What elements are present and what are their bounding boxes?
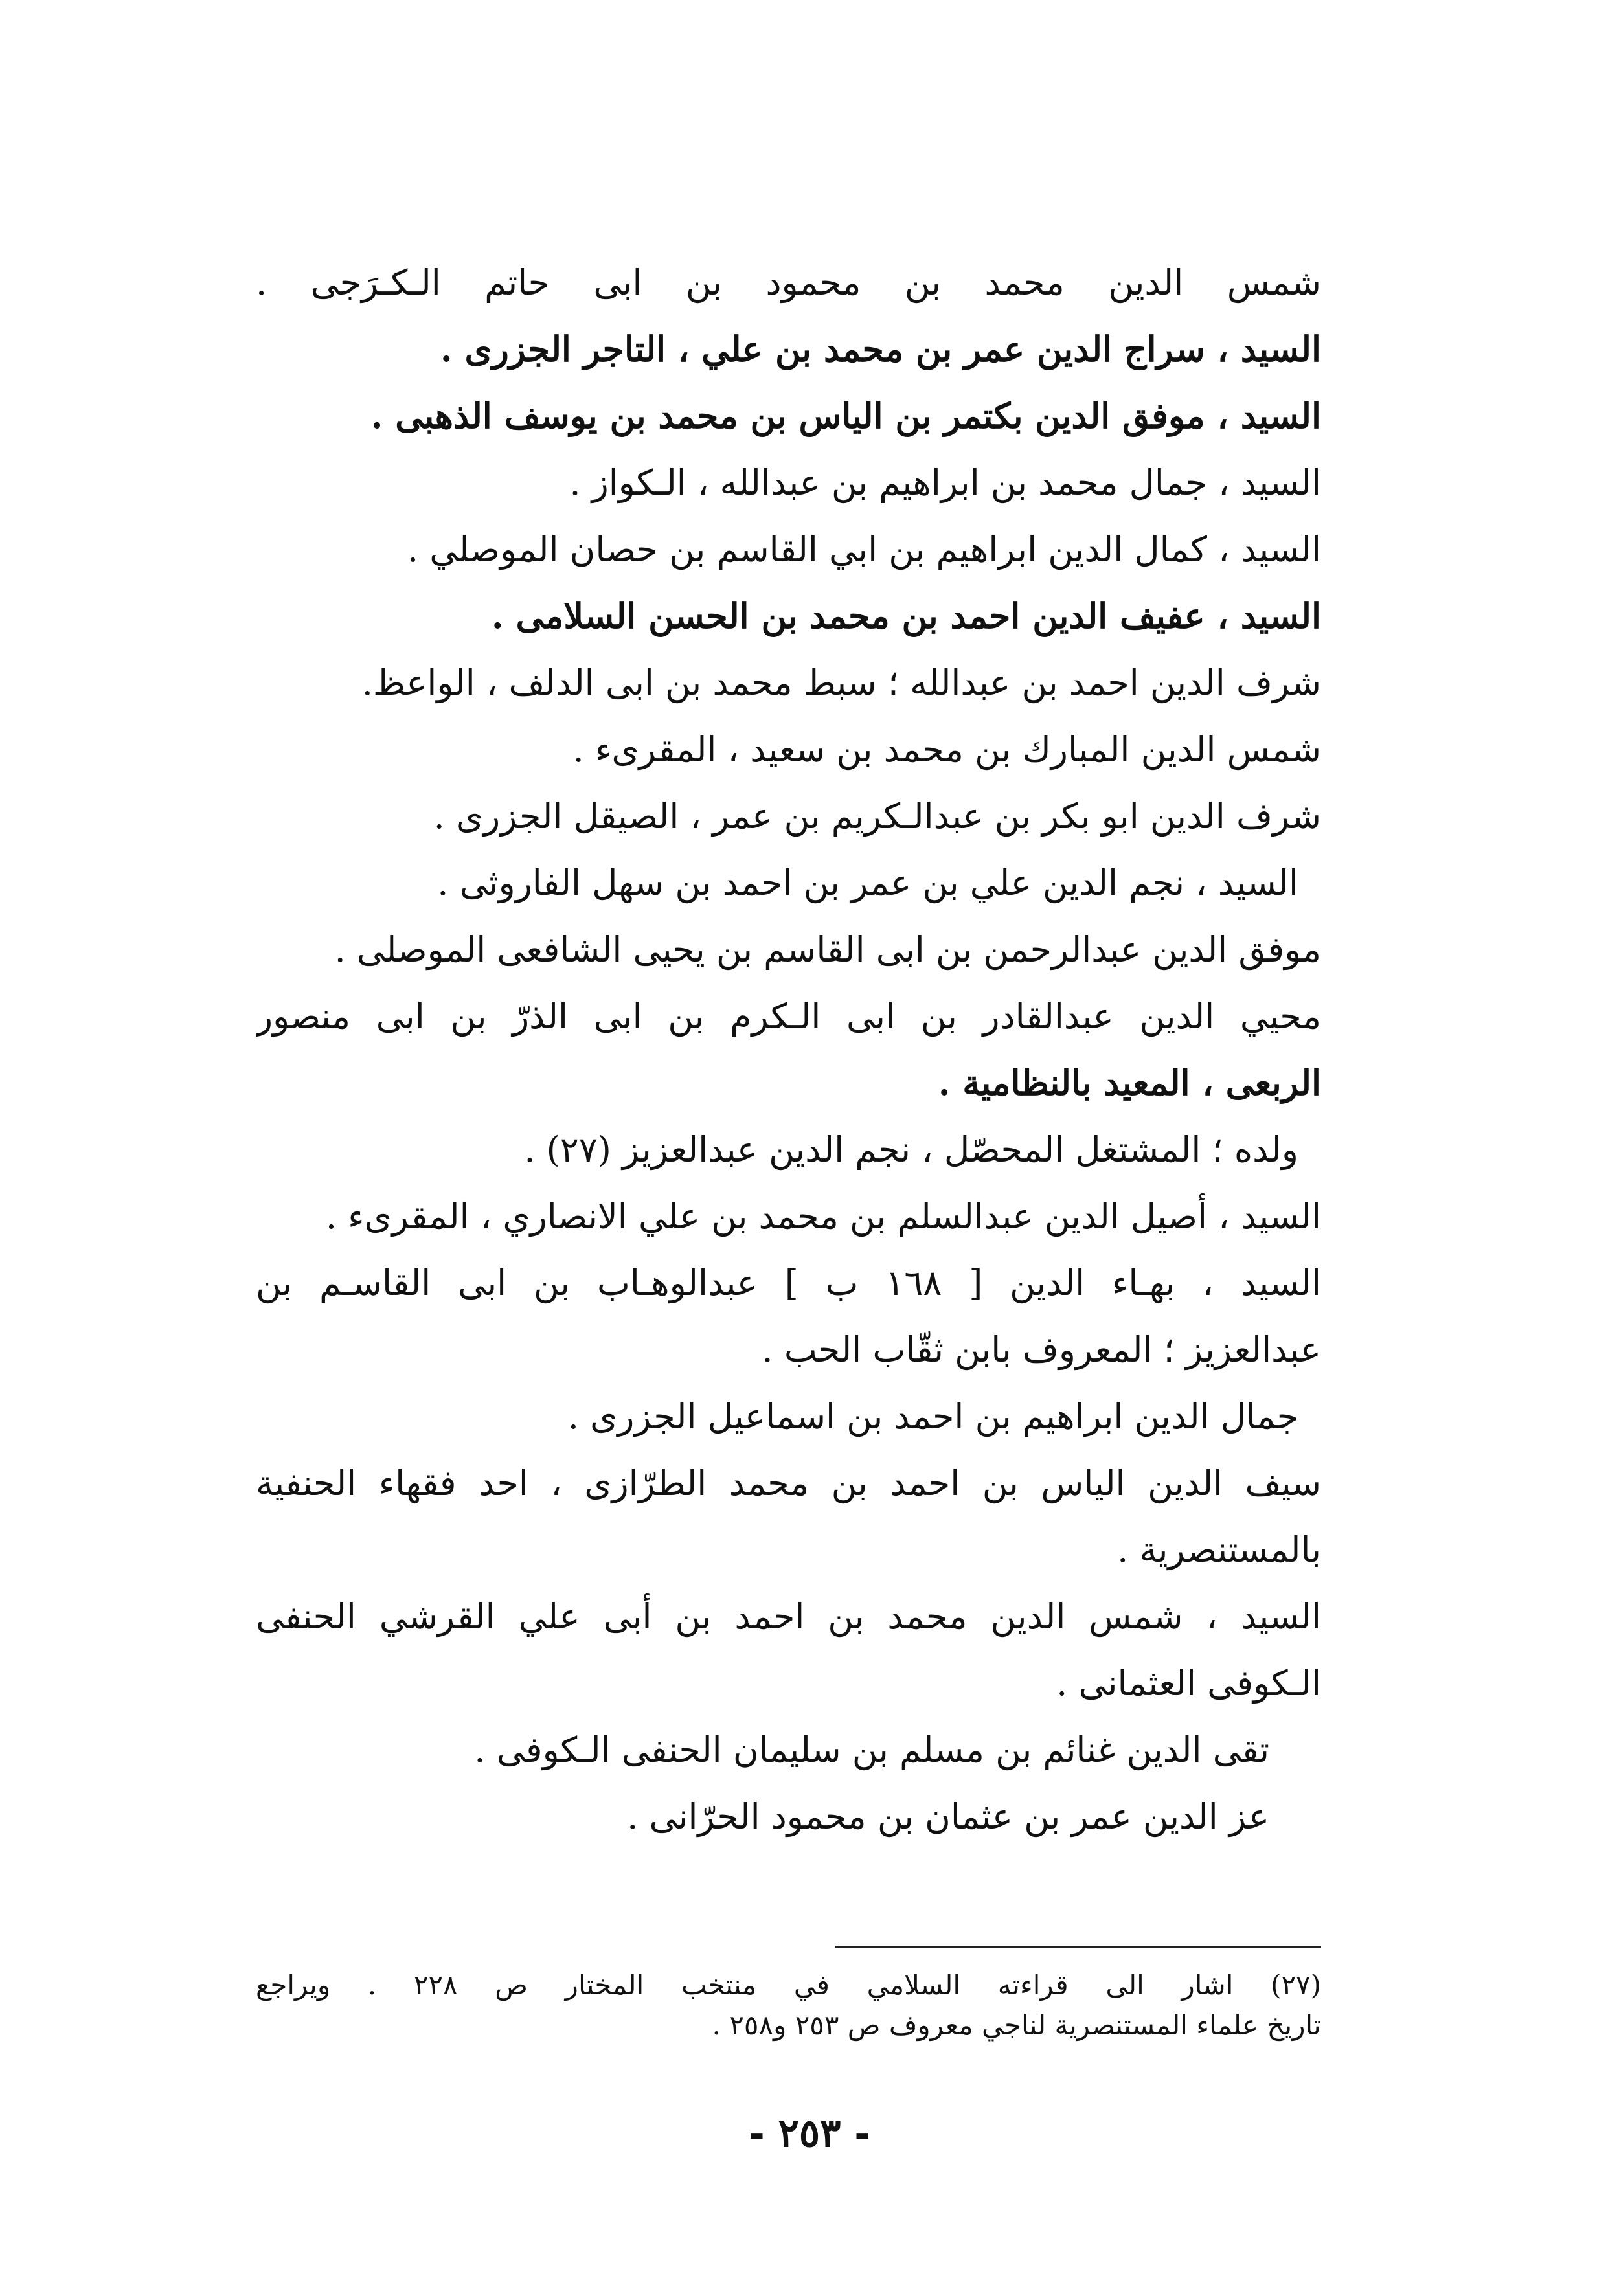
text-line: السيد ، موفق الدين بكتمر بن الياس بن محمد بن يوسف الذهبى . <box>370 395 1321 436</box>
text-line: السيد ، سراج الدين عمر بن محمد بن علي ، التاجر الجزرى . <box>440 328 1321 370</box>
text-line: السيد ، عفيف الدين احمد بن محمد بن الحسن السلامى . <box>491 595 1321 636</box>
footnote-line: تاريخ علماء المستنصرية لناجي معروف ص ٢٥٣ و٢٥٨ . <box>712 2009 1321 2041</box>
text-line: بالمستنصرية . <box>1117 1529 1321 1570</box>
text-line: محيي الدين عبدالقادر بن ابى الـكرم بن ابى الذرّ بن ابى منصور <box>256 996 1321 1037</box>
text-line: ولده ؛ المشتغل المحصّل ، نجم الدين عبدالعزيز (٢٧) . <box>524 1129 1298 1170</box>
text-line: شمس الدين محمد بن محمود بن ابى حاتم الـكـرَجى . <box>256 262 1321 303</box>
text-line: شرف الدين احمد بن عبدالله ؛ سبط محمد بن ابى الدلف ، الواعظ. <box>361 662 1321 703</box>
footnote-line: (٢٧) اشار الى قراءته السلامي في منتخب المختار ص ٢٢٨ . ويراجع <box>256 1969 1321 2001</box>
text-line: السيد ، أصيل الدين عبدالسلم بن محمد بن علي الانصاري ، المقرىء . <box>325 1196 1321 1237</box>
footnotes <box>256 1965 1321 2045</box>
footnote-divider <box>835 1946 1321 1948</box>
text-line: جمال الدين ابراهيم بن احمد بن اسماعيل الجزرى . <box>567 1396 1298 1437</box>
text-line: الـكوفى العثمانى . <box>1056 1663 1321 1704</box>
text-line: عز الدين عمر بن عثمان بن محمود الحرّانى . <box>627 1796 1269 1837</box>
text-line: موفق الدين عبدالرحمن بن ابى القاسم بن يحيى الشافعى الموصلى . <box>334 929 1321 970</box>
text-line: السيد ، نجم الدين علي بن عمر بن احمد بن سهل الفاروثى . <box>437 862 1298 903</box>
text-line: عبدالعزيز ؛ المعروف بابن ثقّاب الحب . <box>762 1329 1321 1370</box>
text-line: شرف الدين ابو بكر بن عبدالـكريم بن عمر ، الصيقل الجزرى . <box>433 796 1321 837</box>
text-line: تقى الدين غنائم بن مسلم بن سليمان الحنفى الـكوفى . <box>474 1729 1269 1770</box>
text-line: السيد ، جمال محمد بن ابراهيم بن عبدالله ، الـكواز . <box>569 462 1321 503</box>
text-line: السيد ، كمال الدين ابراهيم بن ابي القاسم بن حصان الموصلي . <box>407 529 1321 570</box>
text-line: السيد ، بهـاء الدين [ ١٦٨ ب ] عبدالوهـاب بن ابى القاسـم بن <box>256 1263 1321 1303</box>
main-text <box>256 249 1321 1850</box>
text-line: سيف الدين الياس بن احمد بن محمد الطرّازى ، احد فقهاء الحنفية <box>256 1463 1321 1503</box>
text-line: السيد ، شمس الدين محمد بن احمد بن أبى علي القرشي الحنفى <box>256 1596 1321 1637</box>
text-line: شمس الدين المبارك بن محمد بن سعيد ، المقرىء . <box>572 729 1321 770</box>
page-number: - ٢٥٣ - <box>748 2111 871 2156</box>
text-line: الربعى ، المعيد بالنظامية . <box>938 1062 1321 1103</box>
